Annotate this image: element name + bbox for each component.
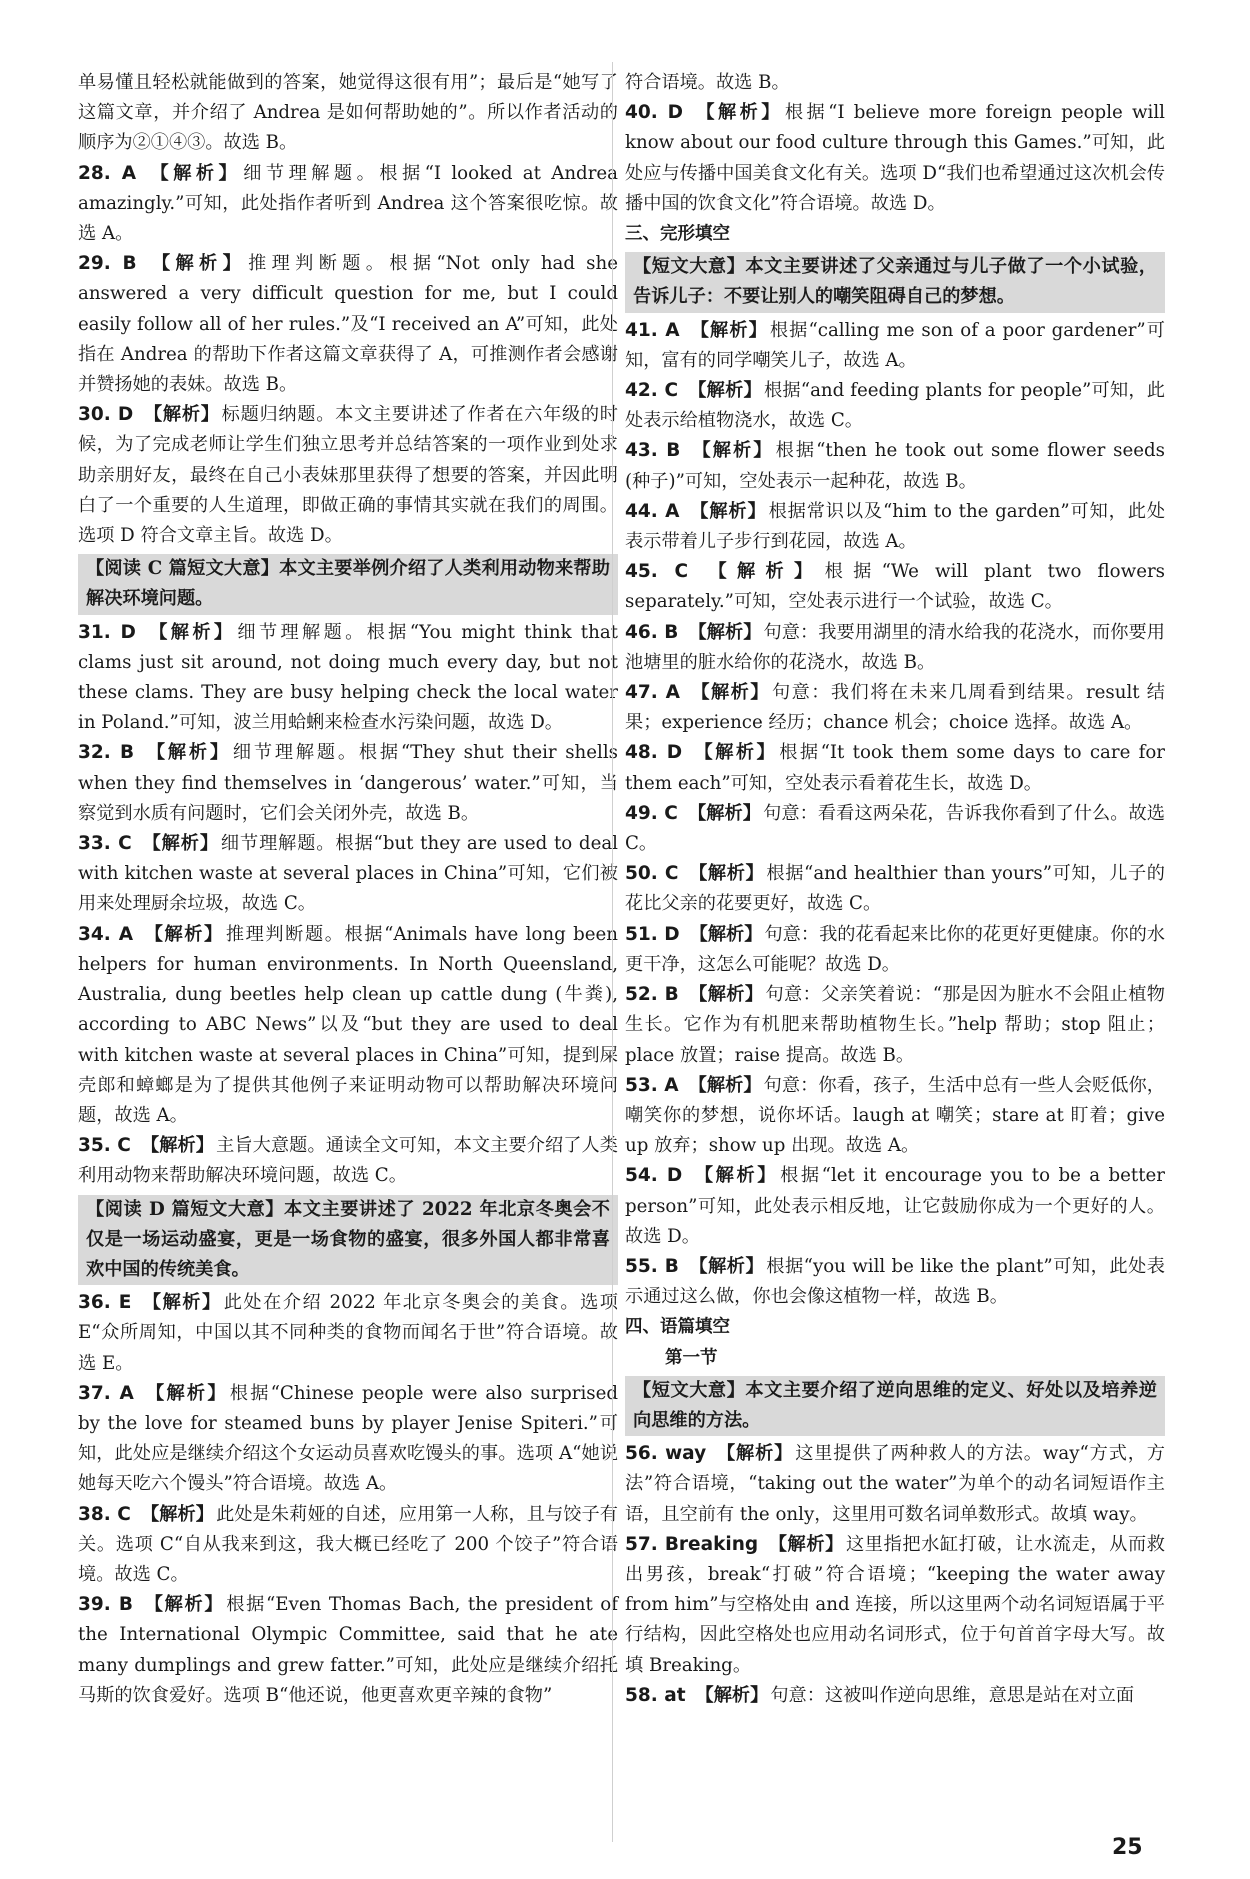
analysis-tag: 【解析】 — [689, 682, 770, 704]
answer-number: 57. Breaking — [625, 1533, 759, 1555]
analysis-tag: 【解析】 — [698, 561, 823, 583]
analysis-tag: 【解析】 — [693, 102, 783, 124]
answer-item — [78, 400, 618, 551]
analysis-tag: 【解析】 — [688, 863, 765, 885]
analysis-tag: 【解析】 — [688, 984, 764, 1006]
answer-item — [625, 1439, 1165, 1530]
analysis-tag: 【解析】 — [689, 923, 763, 945]
answer-item — [625, 618, 1165, 678]
analysis-tag: 【解析】 — [144, 742, 231, 764]
analysis-text: 句意：我的花看起来比你的花更好更健康。你的水更干净，这怎么可能呢？故选 D。 — [625, 923, 1165, 975]
answer-number: 52. B — [625, 984, 679, 1006]
analysis-tag: 【解析】 — [143, 923, 224, 945]
answer-number: 43. B — [625, 440, 681, 462]
analysis-text: 细节理解题。根据“but they are used to deal with kitchen waste at several places in China”可知，它们被用来处理厨余垃圾，故选 C。 — [78, 833, 618, 915]
analysis-tag: 【解析】 — [695, 1684, 769, 1706]
answer-number: 34. A — [78, 923, 134, 945]
analysis-text: 根据常识以及“him to the garden”可知，此处表示带着儿子步行到花园，故选 A。 — [625, 500, 1166, 553]
analysis-text: 句意：父亲笑着说：“那是因为脏水不会阻止植物生长。它作为有机肥来帮助植物生长。”help 帮助；stop 阻止；place 放置；raise 提高。故选 B。 — [625, 984, 1165, 1066]
answer-item — [625, 316, 1165, 376]
page-number: 25 — [1112, 1835, 1143, 1860]
answer-item — [625, 1071, 1165, 1162]
analysis-tag: 【解析】 — [687, 802, 762, 824]
analysis-text: 推理判断题。根据“Not only had she answered a very difficult question for me, but I could easily follow all of her rules.”及“I received an A”可知，此处指在 Andrea 的帮助下作者这篇文章获得了 A，可推测作者会感谢并赞扬她的表妹。故选 B。 — [78, 253, 618, 396]
answer-item — [625, 557, 1165, 617]
analysis-tag: 【解析】 — [692, 742, 778, 764]
answer-item — [78, 249, 618, 400]
continued-text: 单易懂且轻松就能做到的答案，她觉得这很有用”；最后是“她写了这篇文章，并介绍了 Andrea 是如何帮助她的”。所以作者活动的顺序为②①④③。故选 B。 — [78, 72, 618, 154]
analysis-text: 根据“then he took out some flower seeds (种子)”可知，空处表示一起种花，故选 B。 — [625, 440, 1165, 492]
answer-item — [78, 738, 618, 829]
answer-item — [78, 1500, 618, 1591]
analysis-tag: 【解析】 — [768, 1533, 844, 1555]
answer-item — [625, 1252, 1165, 1312]
answer-item — [625, 376, 1165, 436]
analysis-tag: 【解析】 — [688, 621, 762, 643]
right-column — [625, 68, 1165, 1711]
analysis-tag: 【解析】 — [716, 1443, 794, 1465]
analysis-text: 句意：看看这两朵花，告诉我你看到了什么。故选 C。 — [625, 802, 1165, 855]
answer-number: 49. C — [625, 802, 678, 824]
answer-item — [78, 829, 618, 920]
answer-number: 42. C — [625, 380, 679, 402]
analysis-text: 根据“Even Thomas Bach, the president of the International Olympic Committee, said that he ate many dumplings and grew fatter.”可知，此处应是继续介绍托马斯的饮食爱好。选项 B“他还说，他更喜欢更辛辣的食物” — [78, 1594, 618, 1706]
analysis-tag: 【解析】 — [143, 1382, 228, 1404]
answer-number: 37. A — [78, 1382, 134, 1404]
summary-box: 【短文大意】本文主要讲述了父亲通过与儿子做了一个小试验，告诉儿子：不要让别人的嘲笑阻碍自己的梦想。 — [625, 252, 1165, 312]
analysis-tag: 【解析】 — [692, 1165, 779, 1187]
answer-item — [78, 1288, 618, 1379]
answer-number: 28. A — [78, 162, 137, 184]
analysis-tag: 【解析】 — [140, 1503, 215, 1525]
analysis-text: 这里提供了两种救人的方法。way“方式，方法”符合语境，“taking out the water”为单个的动名词短语作主语，且空前有 the only，这里用可数名词单数形式。故填 way。 — [625, 1443, 1165, 1525]
answer-item — [78, 159, 618, 250]
answer-item — [78, 1590, 618, 1711]
answer-item — [625, 1161, 1165, 1252]
answer-number: 58. at — [625, 1684, 686, 1706]
analysis-text: 根据“I believe more foreign people will know about our food culture through this Games.”可知，此处应与传播中国美食文化有关。选项 D“我们也希望通过这次机会传播中国的饮食文化”符合语境。故选 D。 — [625, 102, 1165, 214]
answer-item — [78, 920, 618, 1131]
analysis-text: 句意：我们将在未来几周看到结果。result 结果；experience 经历；chance 机会；choice 选择。故选 A。 — [625, 682, 1165, 734]
analysis-text: 根据“and feeding plants for people”可知，此处表示给植物浇水，故选 C。 — [625, 380, 1165, 432]
analysis-text: 根据“you will be like the plant”可知，此处表示通过这么做，你也会像这植物一样，故选 B。 — [625, 1255, 1165, 1308]
answer-number: 29. B — [78, 253, 137, 275]
answer-item — [625, 738, 1165, 798]
answer-number: 33. C — [78, 833, 132, 855]
answer-number: 31. D — [78, 621, 136, 643]
answer-item — [625, 799, 1165, 859]
analysis-text: 根据“We will plant two flowers separately.”可知，空处表示进行一个试验，故选 C。 — [625, 561, 1165, 613]
analysis-text: 句意：你看，孩子，生活中总有一些人会贬低你，嘲笑你的梦想，说你坏话。laugh at 嘲笑；stare at 盯着；give up 放弃；show up 出现。故选 A。 — [625, 1074, 1165, 1157]
analysis-tag: 【解析】 — [688, 380, 762, 402]
answer-number: 48. D — [625, 742, 683, 764]
left-column — [78, 68, 618, 1711]
analysis-text: 根据“and healthier than yours”可知，儿子的花比父亲的花要更好，故选 C。 — [625, 863, 1165, 915]
analysis-tag: 【解析】 — [146, 253, 247, 275]
continued-text: 符合语境。故选 B。 — [625, 72, 790, 93]
analysis-text: 根据“Chinese people were also surprised by the love for steamed buns by player Jenise Spiteri.”可知，此处应是继续介绍这个女运动员喜欢吃馒头的事。选项 A“她说她每天吃六个馒头”符合语境。故选 A。 — [78, 1382, 618, 1495]
answer-number: 40. D — [625, 102, 683, 124]
analysis-text: 根据“It took them some days to care for them each”可知，空处表示看着花生长，故选 D。 — [625, 742, 1165, 794]
analysis-tag: 【解析】 — [141, 1292, 222, 1314]
analysis-text: 推理判断题。根据“Animals have long been helpers for human environments. In North Queensland, Australia, dung beetles help clean up cattle dung (牛粪), according to ABC News”以及“but they are used to deal with kitchen waste at several places in China”可知，提到屎壳郎和蟑螂是为了提供其他例子来证明动物可以帮助解决环境问题，故选 A。 — [78, 923, 618, 1126]
analysis-text: 句意：我要用湖里的清水给我的花浇水，而你要用池塘里的脏水给你的花浇水，故选 B。 — [625, 621, 1165, 673]
answer-item — [625, 980, 1165, 1071]
answer-number: 50. C — [625, 863, 679, 885]
analysis-tag: 【解析】 — [141, 833, 219, 855]
analysis-text: 细节理解题。根据“They shut their shells when they find themselves in ‘dangerous’ water.”可知，当察觉到水质有问题时，它们会关闭外壳，故选 B。 — [78, 742, 618, 824]
answer-number: 51. D — [625, 923, 680, 945]
answer-item — [78, 1131, 618, 1191]
analysis-tag: 【解析】 — [143, 1594, 225, 1616]
answer-number: 46. B — [625, 621, 679, 643]
column-divider — [612, 62, 613, 1842]
answer-number: 36. E — [78, 1292, 132, 1314]
analysis-tag: 【解析】 — [688, 1074, 762, 1096]
answer-item — [625, 497, 1165, 557]
answer-number: 32. B — [78, 742, 135, 764]
answer-number: 35. C — [78, 1135, 131, 1157]
analysis-tag: 【解析】 — [143, 404, 220, 426]
answer-number: 55. B — [625, 1255, 679, 1277]
analysis-tag: 【解析】 — [140, 1135, 215, 1157]
section-heading: 三、完形填空 — [625, 224, 730, 245]
answer-number: 39. B — [78, 1594, 134, 1616]
answer-item — [625, 1681, 1165, 1711]
answer-item — [625, 859, 1165, 919]
answer-number: 41. A — [625, 319, 680, 341]
answer-item — [625, 920, 1165, 980]
answer-number: 47. A — [625, 682, 680, 704]
analysis-text: 细节理解题。根据“I looked at Andrea amazingly.”可知，此处指作者听到 Andrea 这个答案很吃惊。故选 A。 — [78, 162, 618, 245]
answer-number: 45. C — [625, 561, 689, 583]
summary-box: 【阅读 C 篇短文大意】本文主要举例介绍了人类利用动物来帮助解决环境问题。 — [78, 554, 618, 614]
answer-number: 44. A — [625, 500, 680, 522]
analysis-tag: 【解析】 — [688, 1255, 765, 1277]
analysis-tag: 【解析】 — [146, 162, 242, 184]
analysis-tag: 【解析】 — [689, 319, 768, 341]
answer-number: 56. way — [625, 1443, 707, 1465]
answer-item — [625, 1530, 1165, 1681]
section-heading: 四、语篇填空 — [625, 1317, 730, 1338]
section-subheading: 第一节 — [665, 1347, 718, 1368]
analysis-text: 根据“calling me son of a poor gardener”可知，富有的同学嘲笑儿子，故选 A。 — [625, 319, 1165, 371]
answer-item — [625, 678, 1165, 738]
analysis-text: 细节理解题。根据“You might think that clams just sit around, not doing much every day, but not these clams. They are busy helping check the local water in Poland.”可知，波兰用蛤蜊来检查水污染问题，故选 D。 — [78, 621, 618, 734]
analysis-text: 这里指把水缸打破，让水流走，从而救出男孩，break“打破”符合语境；“keeping the water away from him”与空格处由 and 连接，所以这里两个动名词短语属于平行结构，因此空格处也应用动名词形式，位于句首首字母大写。故填 Breaking。 — [625, 1533, 1165, 1676]
answer-number: 30. D — [78, 404, 134, 426]
analysis-text: 标题归纳题。本文主要讲述了作者在六年级的时候，为了完成老师让学生们独立思考并总结答案的一项作业到处求助亲朋好友，最终在自己小表妹那里获得了想要的答案，并因此明白了一个重要的人生道理，即做正确的事情其实就在我们的周围。选项 D 符合文章主旨。故选 D。 — [78, 404, 618, 547]
analysis-tag: 【解析】 — [145, 621, 236, 643]
analysis-text: 此处是朱莉娅的自述，应用第一人称，且与饺子有关。选项 C“自从我来到这，我大概已经吃了 200 个饺子”符合语境。故选 C。 — [78, 1503, 618, 1585]
answer-item — [78, 1379, 618, 1500]
answer-item — [78, 618, 618, 739]
summary-box: 【短文大意】本文主要介绍了逆向思维的定义、好处以及培养逆向思维的方法。 — [625, 1376, 1165, 1436]
answer-number: 54. D — [625, 1165, 683, 1187]
answer-item — [625, 98, 1165, 219]
analysis-text: 主旨大意题。通读全文可知，本文主要介绍了人类利用动物来帮助解决环境问题，故选 C。 — [78, 1135, 618, 1187]
analysis-text: 句意：这被叫作逆向思维，意思是站在对立面 — [770, 1684, 1135, 1706]
analysis-text: 此处在介绍 2022 年北京冬奥会的美食。选项 E“众所周知，中国以其不同种类的食物而闻名于世”符合语境。故选 E。 — [78, 1292, 618, 1374]
analysis-tag: 【解析】 — [690, 440, 774, 462]
answer-item — [625, 436, 1165, 496]
answer-number: 53. A — [625, 1074, 679, 1096]
answer-number: 38. C — [78, 1503, 131, 1525]
analysis-tag: 【解析】 — [689, 500, 767, 522]
analysis-text: 根据“let it encourage you to be a better person”可知，此处表示相反地，让它鼓励你成为一个更好的人。故选 D。 — [625, 1165, 1165, 1247]
summary-box: 【阅读 D 篇短文大意】本文主要讲述了 2022 年北京冬奥会不仅是一场运动盛宴，更是一场食物的盛宴，很多外国人都非常喜欢中国的传统美食。 — [78, 1195, 618, 1286]
